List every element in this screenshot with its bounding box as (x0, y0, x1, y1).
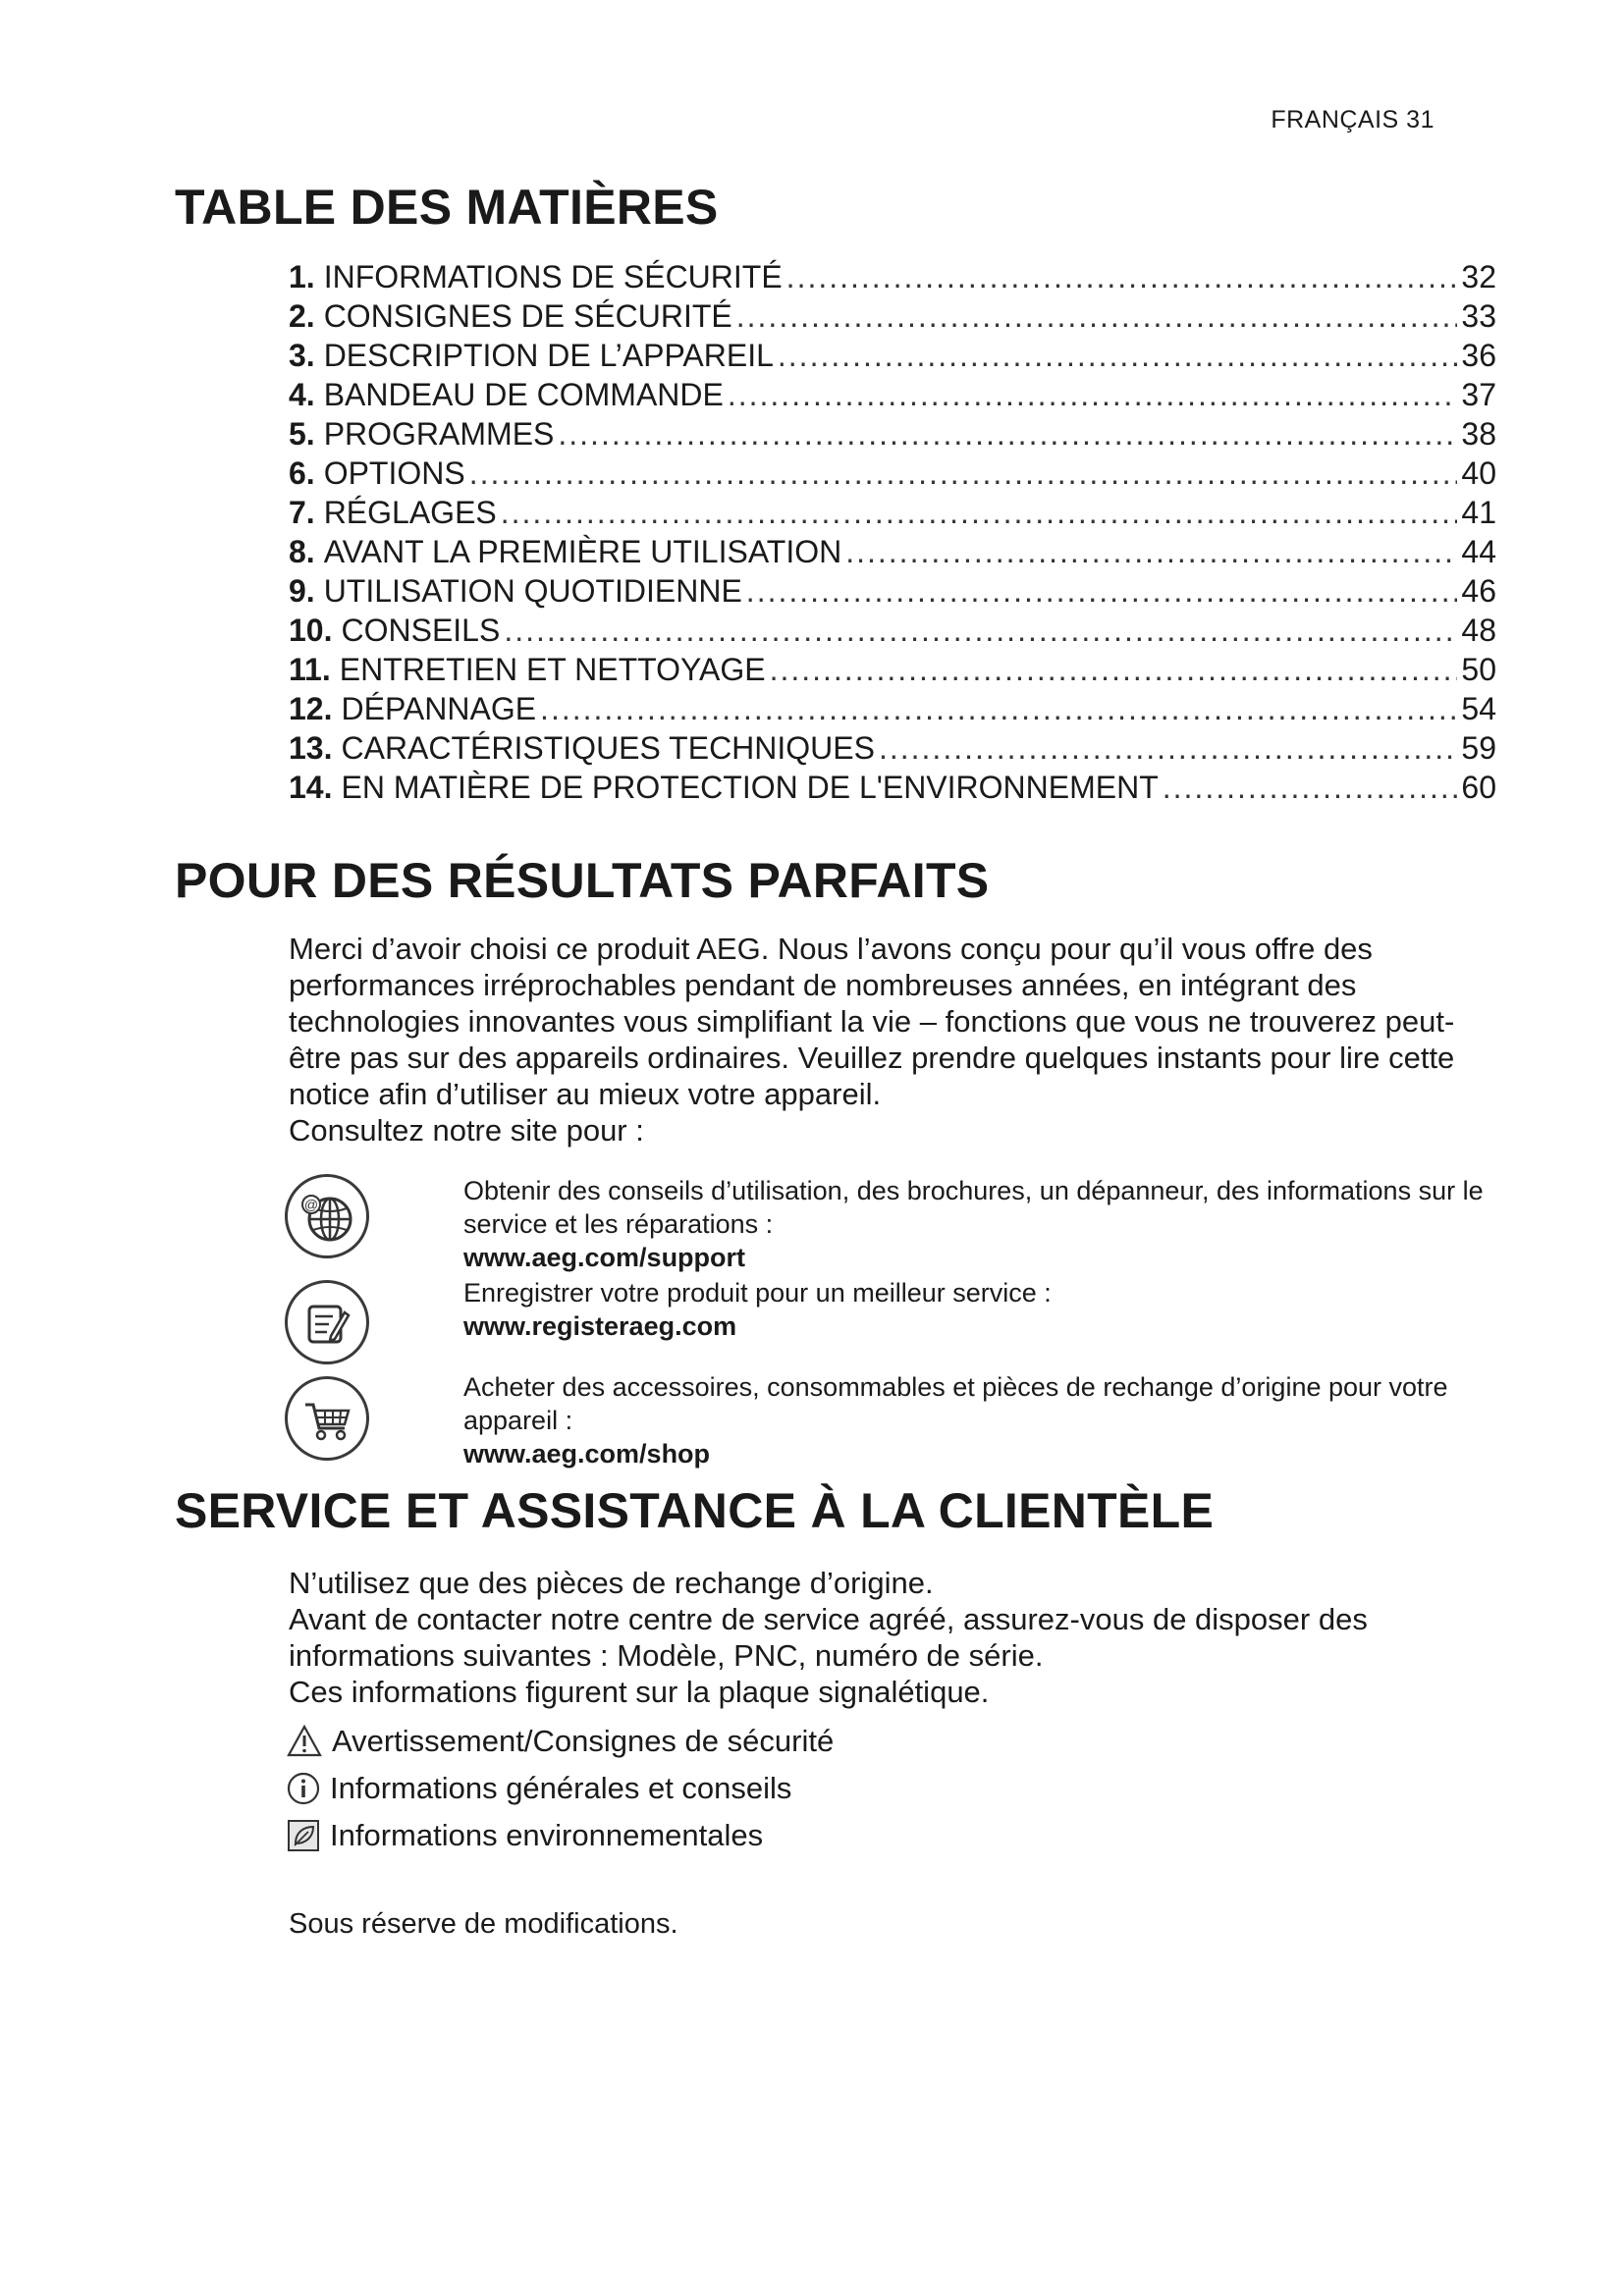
toc-leader-dots (1163, 768, 1458, 807)
toc-item-number: 3. (289, 338, 315, 373)
globe-icon (285, 1174, 369, 1258)
toc-item-number: 14. (289, 770, 333, 805)
toc-leader-dots (770, 650, 1458, 689)
support-link-block (463, 1174, 1524, 1274)
toc-item-label: ENTRETIEN ET NETTOYAGE (339, 652, 766, 687)
toc-item-number: 9. (289, 573, 315, 609)
register-link-block (463, 1276, 1524, 1343)
legend-environment (287, 1818, 763, 1853)
toc-item[interactable] (289, 689, 1496, 728)
table-of-contents (289, 257, 1496, 807)
toc-item-number: 12. (289, 691, 333, 726)
info-icon (287, 1772, 320, 1805)
toc-item-label: DÉPANNAGE (341, 691, 537, 726)
intro-paragraph: Merci d’avoir choisi ce produit AEG. Nous l’avons conçu pour qu’il vous offre des performances irréprochables pendant de nombreuses années, en intégrant des technologies innovantes vous simplifiant la vie – fonctions que vous ne trouverez peut-être pas sur des appareils ordinaires. Veuillez prendre quelques instants pour lire cette notice afin d’utiliser au mieux votre appareil. (289, 932, 1455, 1111)
toc-leader-dots (469, 454, 1458, 493)
footer-note: Sous réserve de modifications. (289, 1908, 678, 1940)
toc-item[interactable] (289, 728, 1496, 768)
toc-item-label: RÉGLAGES (323, 495, 497, 530)
toc-item[interactable] (289, 414, 1496, 454)
toc-item-number: 6. (289, 455, 315, 491)
toc-item-number: 10. (289, 613, 333, 648)
shop-link-block (463, 1370, 1524, 1470)
toc-item-page: 60 (1461, 770, 1496, 805)
warning-icon (287, 1725, 322, 1758)
toc-item-label: CONSIGNES DE SÉCURITÉ (323, 298, 732, 334)
toc-item-label: CONSEILS (341, 613, 501, 648)
service-line: Avant de contacter notre centre de service agréé, assurez-vous de disposer des informations suivantes : Modèle, PNC, numéro de série. (289, 1602, 1368, 1673)
legend-environment-label: Informations environnementales (330, 1818, 764, 1852)
toc-item-page: 37 (1461, 377, 1496, 412)
toc-leader-dots (736, 296, 1458, 336)
toc-title: TABLE DES MATIÈRES (175, 180, 719, 235)
toc-item-page: 40 (1461, 455, 1496, 491)
toc-item-label: INFORMATIONS DE SÉCURITÉ (323, 259, 783, 294)
toc-leader-dots (845, 532, 1457, 571)
toc-item-label: PROGRAMMES (323, 416, 555, 452)
results-section-title: POUR DES RÉSULTATS PARFAITS (175, 853, 990, 908)
legend-warning (287, 1724, 834, 1759)
toc-item[interactable] (289, 768, 1496, 807)
toc-item-page: 44 (1461, 534, 1496, 569)
toc-item-number: 1. (289, 259, 315, 294)
toc-item-page: 32 (1461, 259, 1496, 294)
toc-item-number: 13. (289, 730, 333, 766)
toc-item-page: 38 (1461, 416, 1496, 452)
toc-item-page: 48 (1461, 613, 1496, 648)
toc-item[interactable] (289, 257, 1496, 296)
shop-description: Acheter des accessoires, consommables et pièces de rechange d’origine pour votre appareil : (463, 1372, 1448, 1435)
toc-leader-dots (786, 257, 1458, 296)
toc-leader-dots (501, 493, 1458, 532)
toc-item[interactable] (289, 336, 1496, 375)
page-header: FRANÇAIS 31 (1271, 106, 1435, 133)
toc-item-label: BANDEAU DE COMMANDE (323, 377, 724, 412)
service-section-title: SERVICE ET ASSISTANCE À LA CLIENTÈLE (175, 1483, 1215, 1538)
legend-warning-label: Avertissement/Consignes de sécurité (332, 1724, 835, 1758)
service-text (289, 1565, 1506, 1710)
toc-item-page: 50 (1461, 652, 1496, 687)
toc-item-label: EN MATIÈRE DE PROTECTION DE L'ENVIRONNEMENT (341, 770, 1159, 805)
toc-leader-dots (778, 336, 1458, 375)
support-description: Obtenir des conseils d’utilisation, des brochures, un dépanneur, des informations sur le service et les réparations : (463, 1176, 1484, 1239)
toc-item-page: 36 (1461, 338, 1496, 373)
toc-item-page: 33 (1461, 298, 1496, 334)
toc-item[interactable] (289, 650, 1496, 689)
toc-item[interactable] (289, 532, 1496, 571)
register-icon (285, 1280, 369, 1364)
toc-item-number: 4. (289, 377, 315, 412)
toc-item-number: 7. (289, 495, 315, 530)
toc-item[interactable] (289, 454, 1496, 493)
register-url-link[interactable]: www.registeraeg.com (463, 1311, 737, 1341)
toc-item[interactable] (289, 375, 1496, 414)
intro-text (289, 931, 1506, 1148)
toc-item[interactable] (289, 493, 1496, 532)
toc-item-label: AVANT LA PREMIÈRE UTILISATION (323, 534, 842, 569)
toc-leader-dots (504, 611, 1457, 650)
service-line: Ces informations figurent sur la plaque signalétique. (289, 1675, 990, 1709)
toc-item[interactable] (289, 296, 1496, 336)
toc-item-page: 41 (1461, 495, 1496, 530)
svg-text:@: @ (303, 1197, 319, 1212)
service-line: N’utilisez que des pièces de rechange d’origine. (289, 1566, 934, 1600)
register-description: Enregistrer votre produit pour un meilleur service : (463, 1278, 1052, 1308)
toc-item-label: DESCRIPTION DE L’APPAREIL (323, 338, 774, 373)
legend-info-label: Informations générales et conseils (330, 1771, 792, 1805)
shop-url-link[interactable]: www.aeg.com/shop (463, 1439, 711, 1468)
toc-item-page: 54 (1461, 691, 1496, 726)
toc-item[interactable] (289, 611, 1496, 650)
environment-icon (287, 1819, 320, 1852)
toc-leader-dots (728, 375, 1458, 414)
support-url-link[interactable]: www.aeg.com/support (463, 1243, 746, 1272)
consult-line: Consultez notre site pour : (289, 1113, 644, 1148)
toc-item-number: 8. (289, 534, 315, 569)
toc-item-number: 11. (289, 652, 331, 687)
toc-item-label: CARACTÉRISTIQUES TECHNIQUES (341, 730, 875, 766)
toc-leader-dots (540, 689, 1457, 728)
toc-item[interactable] (289, 571, 1496, 611)
toc-leader-dots (558, 414, 1457, 454)
toc-leader-dots (746, 571, 1458, 611)
toc-item-label: UTILISATION QUOTIDIENNE (323, 573, 742, 609)
toc-item-label: OPTIONS (323, 455, 465, 491)
toc-item-number: 2. (289, 298, 315, 334)
toc-item-number: 5. (289, 416, 315, 452)
toc-item-page: 46 (1461, 573, 1496, 609)
toc-item-page: 59 (1461, 730, 1496, 766)
legend-info (287, 1771, 791, 1806)
cart-icon (285, 1376, 369, 1461)
toc-leader-dots (879, 728, 1457, 768)
